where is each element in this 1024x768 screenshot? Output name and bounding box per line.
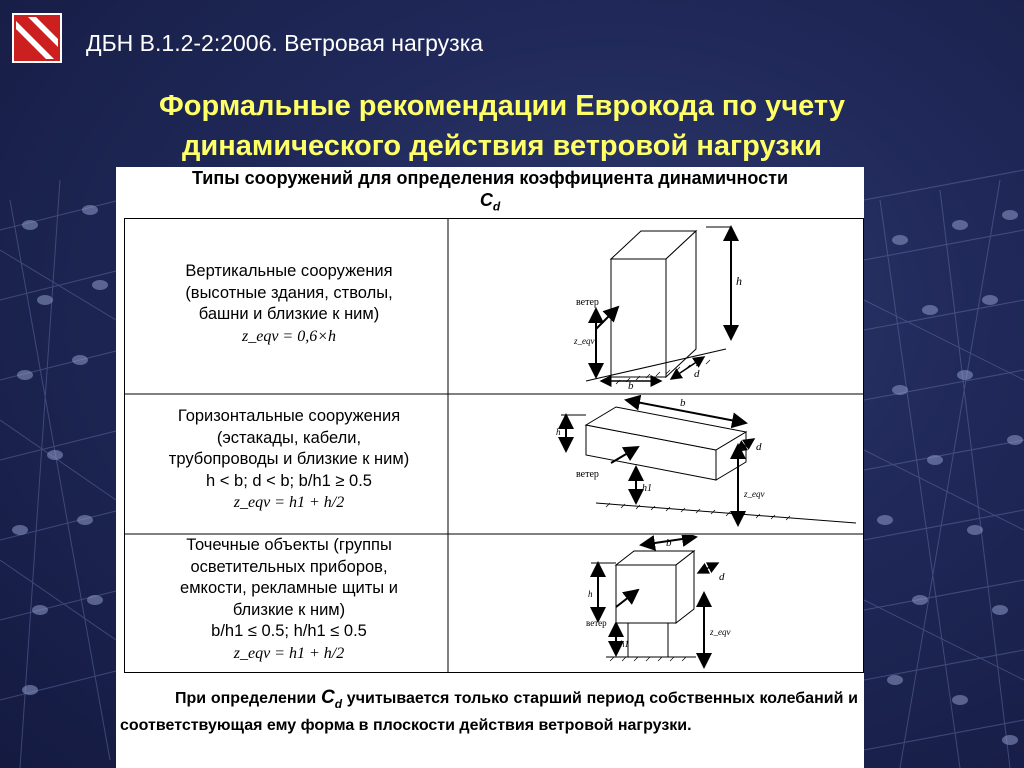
vertical-structure-figure: [556, 219, 806, 389]
content-panel: [116, 167, 864, 768]
table-header: [116, 167, 864, 218]
row-3-line-1: Точечные объекты (группы: [186, 536, 392, 554]
table-header-symbol: $C_d$: [479, 190, 501, 214]
footnote: [120, 687, 858, 737]
row-3-line-4: близкие к ним): [232, 600, 346, 619]
row-1-line-2: (высотные здания, стволы,: [185, 283, 393, 302]
footnote-after: учитывается только старший период собственных колебаний и соответствующая ему форма в плоскости действия ветровой нагрузки.: [120, 690, 858, 734]
fig1-h-label: h: [736, 274, 742, 288]
heading-line-2: динамического действия ветровой нагрузки: [182, 130, 822, 162]
point-object-figure: [586, 535, 786, 675]
heading-line-1: Формальные рекомендации Еврокода по учету: [159, 90, 845, 122]
row-2-line-3: трубопроводы и близкие к ним): [168, 450, 410, 468]
row-3-line-2: осветительных приборов,: [190, 557, 388, 576]
row-vertical-text: [124, 261, 454, 347]
fig2-d-label: d: [756, 441, 762, 453]
fig2-h-label: h: [556, 427, 561, 437]
row-3-formula: z_eqv = h1 + h/2: [233, 644, 345, 662]
fig2-b-label: b: [680, 397, 686, 409]
row-2-condition: h < b; d < b; b/h1 ≥ 0.5: [206, 471, 372, 490]
footnote-before: При определении: [175, 690, 317, 707]
fig2-zeqv-label: z_eqv: [744, 489, 765, 499]
fig3-h-label: h: [588, 589, 593, 599]
fig3-zeqv-label: z_eqv: [710, 627, 731, 637]
footnote-symbol: $C_d$: [320, 687, 343, 711]
row-1-line-3: башни и близкие к ним): [198, 305, 380, 323]
row-3-condition: b/h1 ≤ 0.5; h/h1 ≤ 0.5: [211, 622, 367, 640]
fig1-wind-label: ветер: [576, 297, 599, 308]
row-1-line-1: Вертикальные сооружения: [185, 262, 393, 280]
fig3-h1-label: h1: [620, 639, 629, 649]
row-horizontal-text: [124, 406, 454, 514]
row-1-formula: z_eqv = 0,6×h: [241, 327, 337, 345]
fig3-b-label: b: [666, 537, 672, 549]
fig1-zeqv-label: z_eqv: [574, 336, 595, 346]
slide-title: ДБН В.1.2-2:2006. Ветровая нагрузка: [86, 30, 484, 56]
fig3-d-label: d: [719, 571, 725, 583]
row-2-formula: z_eqv = h1 + h/2: [233, 494, 345, 511]
fig2-wind-label: ветер: [576, 469, 599, 480]
slide-heading: [60, 86, 944, 166]
horizontal-structure-figure: [556, 395, 856, 535]
fig1-b-label: b: [628, 380, 634, 389]
row-2-line-1: Горизонтальные сооружения: [177, 407, 401, 425]
table-header-text: Типы сооружений для определения коэффициента динамичности: [191, 168, 789, 188]
fig2-h1-label: h1: [642, 483, 652, 494]
row-point-text: [124, 535, 454, 664]
fig3-wind-label: ветер: [586, 618, 607, 628]
row-3-line-3: емкости, рекламные щиты и: [180, 579, 398, 597]
row-2-line-2: (эстакады, кабели,: [216, 428, 362, 447]
fig1-d-label: d: [694, 368, 700, 380]
logo: [12, 13, 62, 63]
